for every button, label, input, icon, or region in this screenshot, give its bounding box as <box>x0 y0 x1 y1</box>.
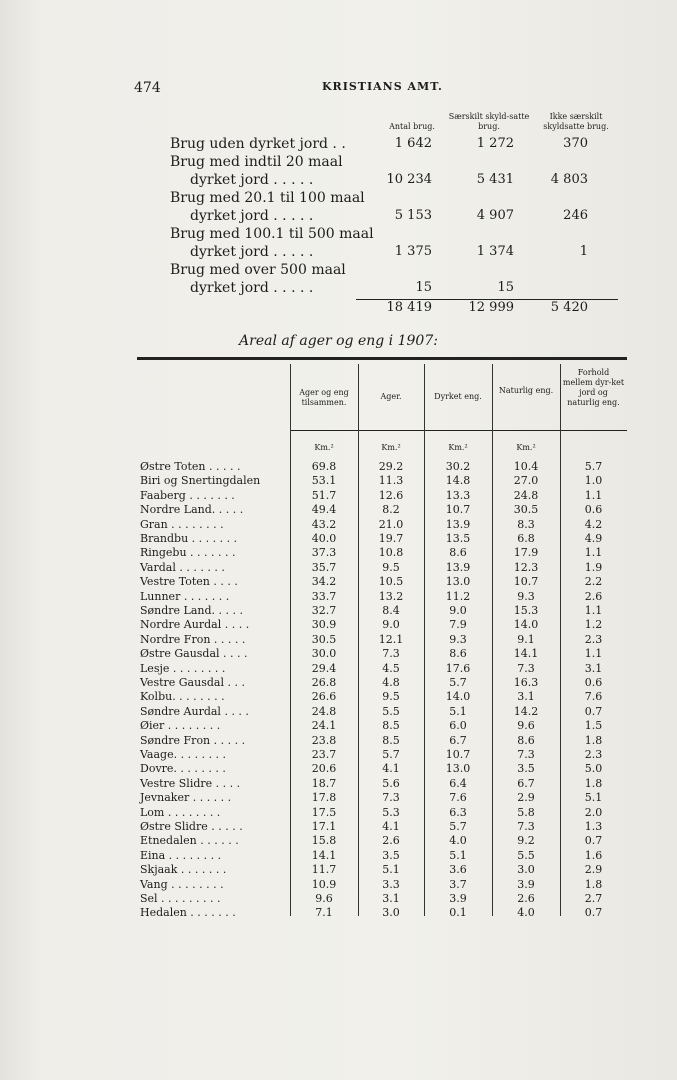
t2-cell: 13.0 <box>445 575 471 588</box>
t2-cell: 7.3 <box>517 748 535 761</box>
t2-cell: 2.3 <box>584 748 603 761</box>
t2-header: Forhold mellem dyr-ket jord og naturlig eng. <box>562 368 625 407</box>
t2-cell: 51.7 <box>311 489 337 502</box>
t2-cell: 17.6 <box>445 662 471 675</box>
t1-cell: 1 <box>579 244 588 259</box>
t2-row-name: Søndre Aurdal . . . . <box>140 705 249 718</box>
t2-header: Dyrket eng. <box>434 392 482 401</box>
t2-cell: 10.7 <box>445 748 471 761</box>
t2-cell: 10.4 <box>513 460 539 473</box>
t2-cell: 3.0 <box>382 906 400 919</box>
t2-cell: 8.5 <box>382 734 400 747</box>
t2-header: Naturlig eng. <box>498 386 554 395</box>
t2-cell: 0.6 <box>584 676 603 689</box>
t2-row-name: Nordre Fron . . . . . <box>140 633 246 646</box>
t2-cell: 14.0 <box>445 690 471 703</box>
t2-cell: 24.8 <box>311 705 337 718</box>
t2-cell: 7.9 <box>449 618 467 631</box>
t2-cell: 13.9 <box>445 518 471 531</box>
t2-row-name: Vestre Toten . . . . <box>140 575 238 588</box>
t1-cell: 4 803 <box>550 172 588 187</box>
t2-cell: 17.8 <box>311 791 337 804</box>
t2-cell: 10.8 <box>378 546 404 559</box>
t2-row-name: Vestre Gausdal . . . <box>140 676 245 689</box>
t2-cell: 14.8 <box>445 474 471 487</box>
t2-cell: 13.2 <box>378 590 404 603</box>
t2-cell: 43.2 <box>311 518 337 531</box>
t2-cell: 3.1 <box>584 662 603 675</box>
t2-cell: 1.5 <box>584 719 603 732</box>
t2-cell: 24.1 <box>311 719 337 732</box>
t2-row-name: Sel . . . . . . . . . <box>140 892 221 905</box>
t1-row-label: Brug med over 500 maal <box>170 262 346 278</box>
t2-cell: 9.1 <box>517 633 535 646</box>
t2-cell: 1.8 <box>584 734 603 747</box>
t2-cell: 0.7 <box>584 705 603 718</box>
t2-cell: 23.8 <box>311 734 337 747</box>
t2-cell: 14.2 <box>513 705 539 718</box>
t2-cell: 4.9 <box>584 532 603 545</box>
t1-cell: 1 375 <box>394 244 432 259</box>
t2-cell: 7.1 <box>315 906 333 919</box>
t2-cell: 4.0 <box>449 834 467 847</box>
t2-cell: 15.3 <box>513 604 539 617</box>
t2-cell: 14.0 <box>513 618 539 631</box>
t2-unit: Km.² <box>516 443 536 452</box>
t2-cell: 30.9 <box>311 618 337 631</box>
t2-cell: 2.3 <box>584 633 603 646</box>
t2-cell: 30.5 <box>513 503 539 516</box>
t2-cell: 14.1 <box>513 647 539 660</box>
t2-cell: 9.0 <box>449 604 467 617</box>
t2-cell: 5.1 <box>449 705 467 718</box>
t2-cell: 40.0 <box>311 532 337 545</box>
t2-cell: 2.7 <box>584 892 603 905</box>
t2-cell: 5.1 <box>382 863 400 876</box>
t2-cell: 37.3 <box>311 546 337 559</box>
t2-cell: 13.0 <box>445 762 471 775</box>
t2-cell: 8.3 <box>517 518 535 531</box>
t2-cell: 8.6 <box>449 546 467 559</box>
t2-cell: 33.7 <box>311 590 337 603</box>
t1-row-label-cont: dyrket jord . . . . . <box>190 244 314 260</box>
t2-row-name: Søndre Land. . . . . <box>140 604 244 617</box>
t1-cell: 4 907 <box>476 208 514 223</box>
t2-cell: 3.6 <box>449 863 467 876</box>
t1-cell: 15 <box>415 280 432 295</box>
t2-cell: 8.2 <box>382 503 400 516</box>
t2-cell: 3.5 <box>382 849 400 862</box>
t2-cell: 18.7 <box>311 777 337 790</box>
t2-cell: 3.0 <box>517 863 535 876</box>
t2-cell: 1.8 <box>584 878 603 891</box>
t2-top-rule <box>137 357 627 360</box>
t2-cell: 2.2 <box>584 575 603 588</box>
t2-cell: 7.6 <box>584 690 603 703</box>
t2-header: Ager og eng tilsammen. <box>299 388 349 407</box>
t2-row-name: Ringebu . . . . . . . <box>140 546 236 559</box>
t2-cell: 30.2 <box>445 460 471 473</box>
t2-cell: 8.6 <box>517 734 535 747</box>
t2-cell: 29.2 <box>378 460 404 473</box>
t2-cell: 7.6 <box>449 791 467 804</box>
t2-row-name: Nordre Land. . . . . <box>140 503 244 516</box>
t2-cell: 2.9 <box>517 791 535 804</box>
t2-cell: 19.7 <box>378 532 404 545</box>
t2-cell: 5.5 <box>517 849 535 862</box>
t2-cell: 1.1 <box>584 647 603 660</box>
t2-cell: 10.7 <box>445 503 471 516</box>
t2-cell: 17.5 <box>311 806 337 819</box>
t2-cell: 9.0 <box>382 618 400 631</box>
t2-cell: 49.4 <box>311 503 337 516</box>
t2-cell: 1.1 <box>584 489 603 502</box>
t2-row-name: Lom . . . . . . . . <box>140 806 221 819</box>
t2-cell: 9.2 <box>517 834 535 847</box>
t2-cell: 13.3 <box>445 489 471 502</box>
t2-cell: 3.1 <box>382 892 400 905</box>
t1-row-label-cont: dyrket jord . . . . . <box>190 208 314 224</box>
t1-total: 18 419 <box>386 300 432 315</box>
t2-cell: 34.2 <box>311 575 337 588</box>
t2-row-name: Brandbu . . . . . . . <box>140 532 238 545</box>
t2-cell: 7.3 <box>382 647 400 660</box>
t2-row-name: Øier . . . . . . . . <box>140 719 221 732</box>
t2-cell: 8.4 <box>382 604 400 617</box>
t2-cell: 32.7 <box>311 604 337 617</box>
t2-cell: 2.6 <box>382 834 400 847</box>
t1-cell: 10 234 <box>386 172 432 187</box>
t2-row-name: Dovre. . . . . . . . <box>140 762 226 775</box>
t2-cell: 3.9 <box>449 892 467 905</box>
t2-cell: 23.7 <box>311 748 337 761</box>
t2-cell: 7.3 <box>517 820 535 833</box>
t2-cell: 0.6 <box>584 503 603 516</box>
t2-cell: 4.8 <box>382 676 400 689</box>
t2-cell: 3.5 <box>517 762 535 775</box>
t2-cell: 20.6 <box>311 762 337 775</box>
t2-cell: 5.7 <box>449 820 467 833</box>
t2-cell: 5.6 <box>382 777 400 790</box>
t2-cell: 1.8 <box>584 777 603 790</box>
t2-cell: 0.7 <box>584 906 603 919</box>
t1-cell: 1 272 <box>476 136 514 151</box>
t2-cell: 16.3 <box>513 676 539 689</box>
t2-cell: 8.6 <box>449 647 467 660</box>
t2-unit: Km.² <box>381 443 401 452</box>
t2-unit: Km.² <box>314 443 334 452</box>
t2-cell: 5.5 <box>382 705 400 718</box>
t2-cell: 3.7 <box>449 878 467 891</box>
t2-cell: 4.2 <box>584 518 603 531</box>
running-header: KRISTIANS AMT. <box>322 80 443 93</box>
t2-row-name: Kolbu. . . . . . . . <box>140 690 225 703</box>
t2-cell: 11.3 <box>378 474 404 487</box>
t2-row-name: Eina . . . . . . . . <box>140 849 222 862</box>
t2-unit: Km.² <box>448 443 468 452</box>
t1-header-saerskilt: Særskilt skyld-satte brug. <box>448 112 530 131</box>
t2-cell: 15.8 <box>311 834 337 847</box>
t2-cell: 13.5 <box>445 532 471 545</box>
t2-cell: 30.5 <box>311 633 337 646</box>
t2-row-name: Hedalen . . . . . . . <box>140 906 236 919</box>
t2-cell: 4.1 <box>382 820 400 833</box>
t2-cell: 5.1 <box>584 791 603 804</box>
t2-cell: 3.1 <box>517 690 535 703</box>
t2-row-name: Gran . . . . . . . . <box>140 518 224 531</box>
t2-row-name: Lesje . . . . . . . . <box>140 662 226 675</box>
t2-cell: 9.5 <box>382 690 400 703</box>
t1-header-antal: Antal brug. <box>389 122 435 131</box>
t1-total-rule <box>356 299 618 300</box>
t2-cell: 53.1 <box>311 474 337 487</box>
page-number: 474 <box>134 80 161 96</box>
t2-cell: 1.6 <box>584 849 603 862</box>
t1-row-label: Brug med indtil 20 maal <box>170 154 343 170</box>
t2-cell: 6.7 <box>517 777 535 790</box>
t2-cell: 1.1 <box>584 604 603 617</box>
t2-row-name: Vaage. . . . . . . . <box>140 748 227 761</box>
t2-row-name: Vestre Slidre . . . . <box>140 777 241 790</box>
t2-row-name: Etnedalen . . . . . . <box>140 834 239 847</box>
t1-header-ikke-saerskilt: Ikke særskilt skyldsatte brug. <box>543 112 609 131</box>
t2-cell: 9.3 <box>449 633 467 646</box>
t2-cell: 9.6 <box>315 892 333 905</box>
t2-cell: 6.7 <box>449 734 467 747</box>
t2-cell: 2.0 <box>584 806 603 819</box>
t1-total: 12 999 <box>468 300 514 315</box>
t2-row-name: Søndre Fron . . . . . <box>140 734 246 747</box>
t2-header-rule <box>290 430 627 431</box>
t2-cell: 5.3 <box>382 806 400 819</box>
t2-cell: 12.1 <box>378 633 404 646</box>
t2-cell: 1.2 <box>584 618 603 631</box>
t2-cell: 6.4 <box>449 777 467 790</box>
t2-row-name: Jevnaker . . . . . . <box>140 791 232 804</box>
t2-cell: 3.9 <box>517 878 535 891</box>
t2-cell: 26.6 <box>311 690 337 703</box>
t2-cell: 11.2 <box>445 590 471 603</box>
t1-row-label: Brug med 20.1 til 100 maal <box>170 190 365 206</box>
t1-row-label-cont: dyrket jord . . . . . <box>190 280 314 296</box>
t2-cell: 29.4 <box>311 662 337 675</box>
t2-cell: 6.0 <box>449 719 467 732</box>
t2-cell: 9.3 <box>517 590 535 603</box>
t2-cell: 6.3 <box>449 806 467 819</box>
t2-cell: 7.3 <box>382 791 400 804</box>
t2-cell: 4.5 <box>382 662 400 675</box>
t2-cell: 24.8 <box>513 489 539 502</box>
t2-cell: 17.1 <box>311 820 337 833</box>
t2-cell: 30.0 <box>311 647 337 660</box>
t2-cell: 10.7 <box>513 575 539 588</box>
t2-cell: 35.7 <box>311 561 337 574</box>
t2-cell: 5.7 <box>449 676 467 689</box>
t2-header: Ager. <box>380 392 402 401</box>
t2-row-name: Faaberg . . . . . . . <box>140 489 235 502</box>
t2-row-name: Skjaak . . . . . . . <box>140 863 227 876</box>
t1-cell: 1 374 <box>476 244 514 259</box>
t1-cell: 5 431 <box>476 172 514 187</box>
t1-cell: 246 <box>563 208 588 223</box>
t2-cell: 3.3 <box>382 878 400 891</box>
t2-cell: 26.8 <box>311 676 337 689</box>
t2-cell: 9.6 <box>517 719 535 732</box>
t1-row-label-cont: dyrket jord . . . . . <box>190 172 314 188</box>
t2-cell: 9.5 <box>382 561 400 574</box>
t2-cell: 0.1 <box>449 906 467 919</box>
t1-cell: 370 <box>563 136 588 151</box>
t2-cell: 14.1 <box>311 849 337 862</box>
t2-cell: 17.9 <box>513 546 539 559</box>
t1-row-label: Brug med 100.1 til 500 maal <box>170 226 374 242</box>
t2-cell: 0.7 <box>584 834 603 847</box>
t2-row-name: Østre Toten . . . . . <box>140 460 241 473</box>
t2-cell: 2.6 <box>517 892 535 905</box>
t2-row-name: Vardal . . . . . . . <box>140 561 225 574</box>
t2-cell: 5.8 <box>517 806 535 819</box>
t2-cell: 12.3 <box>513 561 539 574</box>
t2-cell: 1.1 <box>584 546 603 559</box>
t2-cell: 8.5 <box>382 719 400 732</box>
t2-cell: 4.0 <box>517 906 535 919</box>
t2-cell: 1.9 <box>584 561 603 574</box>
t2-cell: 6.8 <box>517 532 535 545</box>
t2-row-name: Biri og Snertingdalen <box>140 474 261 487</box>
t2-cell: 27.0 <box>513 474 539 487</box>
t2-cell: 12.6 <box>378 489 404 502</box>
t1-cell: 15 <box>497 280 514 295</box>
t1-row-label: Brug uden dyrket jord . . <box>170 136 346 152</box>
t2-cell: 1.0 <box>584 474 603 487</box>
t2-row-name: Nordre Aurdal . . . . <box>140 618 250 631</box>
t2-cell: 69.8 <box>311 460 337 473</box>
t2-cell: 21.0 <box>378 518 404 531</box>
t2-cell: 5.7 <box>382 748 400 761</box>
section-title: Areal af ager og eng i 1907: <box>239 333 438 349</box>
t1-total: 5 420 <box>550 300 588 315</box>
t2-cell: 5.0 <box>584 762 603 775</box>
t2-cell: 2.6 <box>584 590 603 603</box>
t2-cell: 13.9 <box>445 561 471 574</box>
t1-cell: 1 642 <box>394 136 432 151</box>
t2-cell: 10.5 <box>378 575 404 588</box>
t2-row-name: Lunner . . . . . . . <box>140 590 230 603</box>
t2-cell: 10.9 <box>311 878 337 891</box>
t2-cell: 2.9 <box>584 863 603 876</box>
t2-cell: 7.3 <box>517 662 535 675</box>
t2-cell: 11.7 <box>311 863 337 876</box>
t2-cell: 5.7 <box>584 460 603 473</box>
t1-cell: 5 153 <box>394 208 432 223</box>
t2-cell: 4.1 <box>382 762 400 775</box>
t2-row-name: Østre Slidre . . . . . <box>140 820 243 833</box>
t2-row-name: Østre Gausdal . . . . <box>140 647 248 660</box>
t2-cell: 1.3 <box>584 820 603 833</box>
t2-cell: 5.1 <box>449 849 467 862</box>
t2-row-name: Vang . . . . . . . . <box>140 878 224 891</box>
